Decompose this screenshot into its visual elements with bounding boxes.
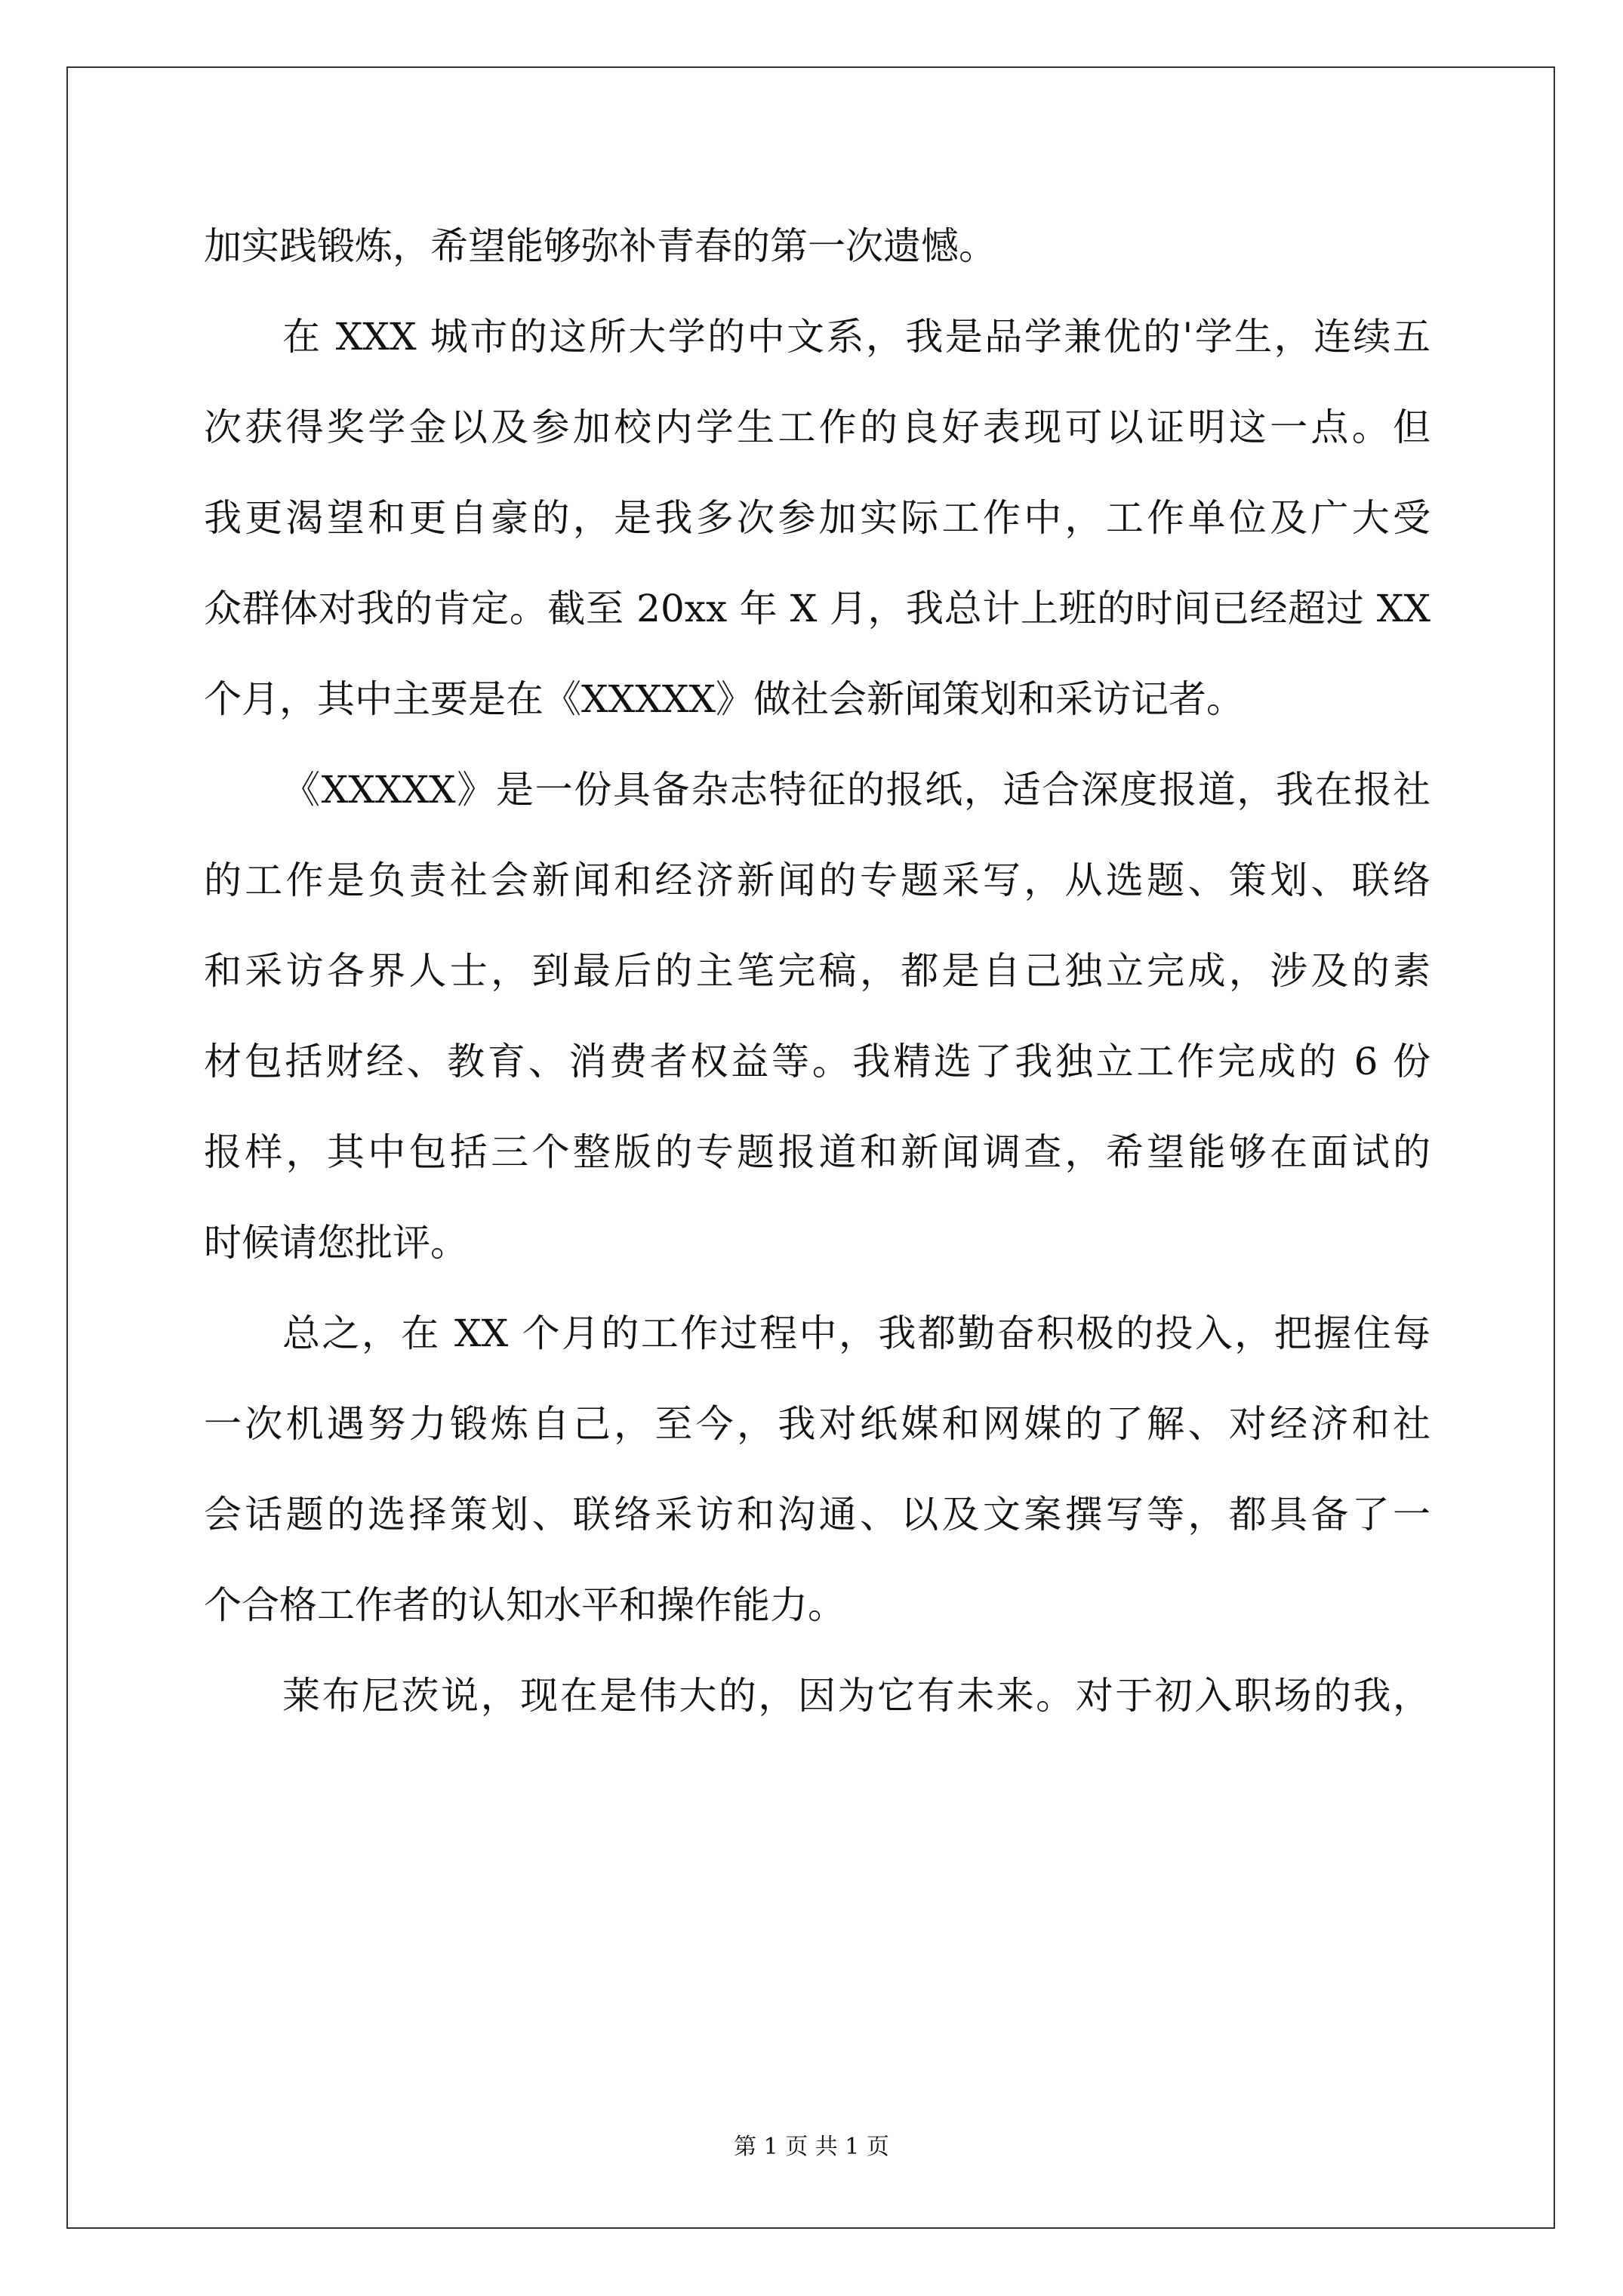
text-line: 《XXXXX》是一份具备杂志特征的报纸，适合深度报道，我在报社	[282, 768, 1431, 812]
text-line: 在 XXX 城市的这所大学的中文系，我是品学兼优的'学生，连续五	[282, 315, 1431, 359]
text-line: 会话题的选择策划、联络采访和沟通、以及文案撰写等，都具备了一	[204, 1493, 1431, 1536]
text-line: 一次机遇努力锻炼自己，至今，我对纸媒和网媒的了解、对经济和社	[204, 1402, 1431, 1446]
text-line: 总之，在 XX 个月的工作过程中，我都勤奋积极的投入，把握住每	[282, 1311, 1431, 1355]
text-line: 我更渴望和更自豪的，是我多次参加实际工作中，工作单位及广大受	[204, 496, 1431, 540]
text-line: 个月，其中主要是在《XXXXX》做社会新闻策划和采访记者。	[204, 677, 1244, 721]
text-line: 众群体对我的肯定。截至 20xx 年 X 月，我总计上班的时间已经超过 XX	[204, 587, 1431, 630]
text-line: 加实践锻炼，希望能够弥补青春的第一次遗憾。	[204, 224, 996, 268]
page-number-footer: 第 1 页 共 1 页	[734, 2134, 889, 2160]
text-line: 时候请您批评。	[204, 1221, 468, 1265]
text-line: 和采访各界人士，到最后的主笔完稿，都是自己独立完成，涉及的素	[204, 949, 1431, 993]
text-line: 莱布尼茨说，现在是伟大的，因为它有未来。对于初入职场的我，	[282, 1674, 1431, 1718]
text-line: 次获得奖学金以及参加校内学生工作的良好表现可以证明这一点。但	[204, 405, 1431, 449]
text-line: 报样，其中包括三个整版的专题报道和新闻调查，希望能够在面试的	[204, 1130, 1431, 1174]
text-line: 材包括财经、教育、消费者权益等。我精选了我独立工作完成的 6 份	[204, 1040, 1431, 1083]
text-line: 个合格工作者的认知水平和操作能力。	[204, 1583, 845, 1627]
text-line: 的工作是负责社会新闻和经济新闻的专题采写，从选题、策划、联络	[204, 858, 1431, 902]
